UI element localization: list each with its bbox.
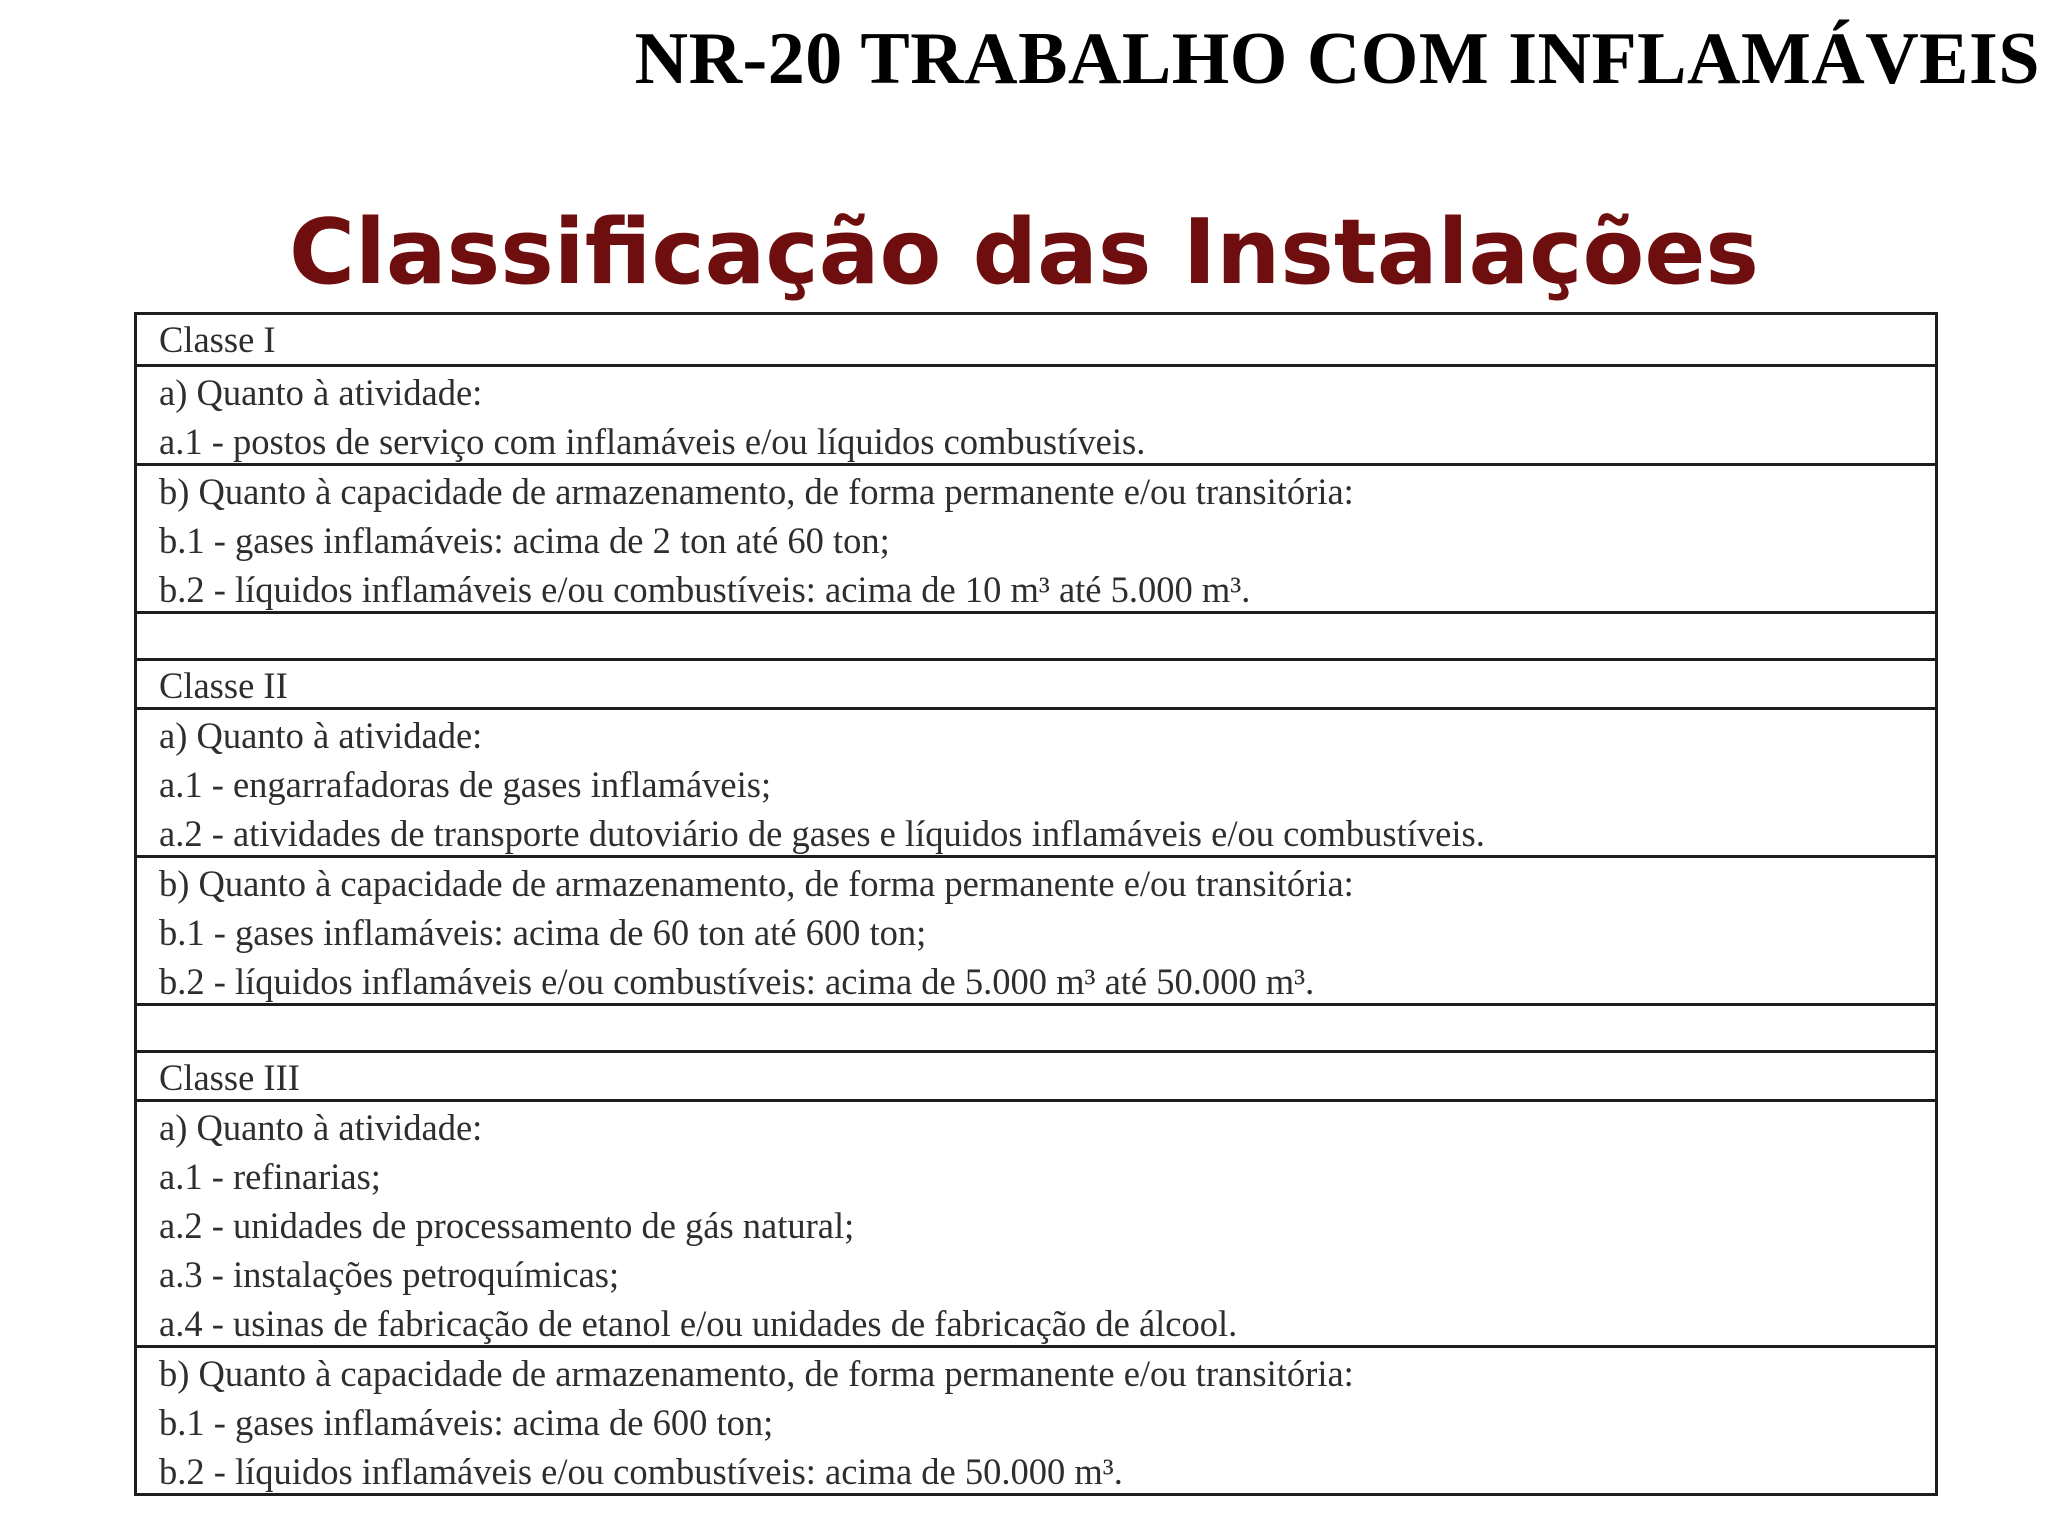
activity-item: a.2 - atividades de transporte dutoviário de gases e líquidos inflamáveis e/ou combustíveis. [159, 813, 1485, 854]
activity-item: a.2 - unidades de processamento de gás natural; [159, 1205, 855, 1246]
capacity-row [137, 1345, 1935, 1493]
activity-row [137, 364, 1935, 463]
activity-item: a.1 - postos de serviço com inflamáveis e/ou líquidos combustíveis. [159, 421, 1146, 462]
capacity-item: b.2 - líquidos inflamáveis e/ou combustíveis: acima de 50.000 m³. [159, 1451, 1123, 1492]
activity-heading: a) Quanto à atividade: [159, 715, 483, 756]
class-header-row [137, 658, 1935, 707]
slide-title: Classificação das Instalações [289, 200, 1759, 305]
capacity-heading: b) Quanto à capacidade de armazenamento, de forma permanente e/ou transitória: [159, 1353, 1354, 1394]
header-title: NR-20 TRABALHO COM INFLAMÁVEIS [634, 18, 2040, 100]
blank-separator-row [137, 1003, 1935, 1050]
class-name: Classe II [159, 665, 288, 706]
classification-table [134, 312, 1938, 1496]
activity-heading: a) Quanto à atividade: [159, 372, 483, 413]
class-name: Classe III [159, 1057, 300, 1098]
capacity-row [137, 463, 1935, 611]
capacity-item: b.1 - gases inflamáveis: acima de 2 ton até 60 ton; [159, 520, 890, 561]
capacity-item: b.2 - líquidos inflamáveis e/ou combustíveis: acima de 10 m³ até 5.000 m³. [159, 569, 1251, 610]
activity-row [137, 707, 1935, 855]
capacity-item: b.2 - líquidos inflamáveis e/ou combustíveis: acima de 5.000 m³ até 50.000 m³. [159, 961, 1315, 1002]
activity-item: a.3 - instalações petroquímicas; [159, 1254, 620, 1295]
class-header-row [137, 315, 1935, 364]
activity-row [137, 1099, 1935, 1345]
blank-separator-row [137, 611, 1935, 658]
activity-heading: a) Quanto à atividade: [159, 1107, 483, 1148]
class-name: Classe I [159, 319, 276, 360]
capacity-heading: b) Quanto à capacidade de armazenamento, de forma permanente e/ou transitória: [159, 471, 1354, 512]
capacity-heading: b) Quanto à capacidade de armazenamento, de forma permanente e/ou transitória: [159, 863, 1354, 904]
activity-item: a.4 - usinas de fabricação de etanol e/ou unidades de fabricação de álcool. [159, 1303, 1238, 1344]
class-header-row [137, 1050, 1935, 1099]
activity-item: a.1 - engarrafadoras de gases inflamáveis; [159, 764, 772, 805]
capacity-item: b.1 - gases inflamáveis: acima de 60 ton até 600 ton; [159, 912, 927, 953]
activity-item: a.1 - refinarias; [159, 1156, 381, 1197]
capacity-row [137, 855, 1935, 1003]
capacity-item: b.1 - gases inflamáveis: acima de 600 ton; [159, 1402, 774, 1443]
